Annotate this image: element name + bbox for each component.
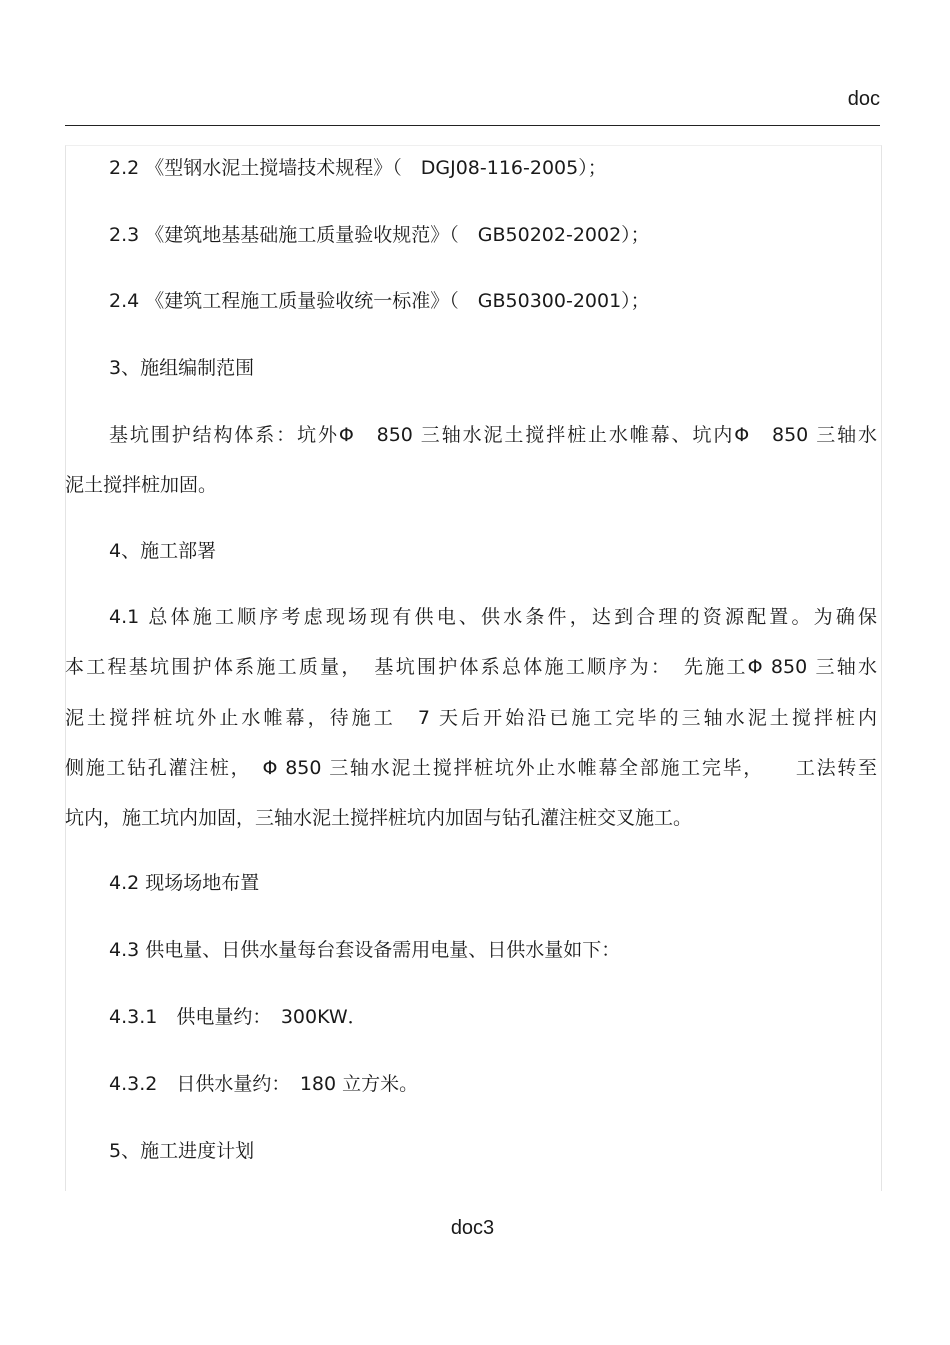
- section-heading-3: 3、施组编制范围: [109, 357, 255, 379]
- paragraph-line: 本工程基坑围护体系施工质量， 基坑围护体系总体施工顺序为： 先施工Φ 850 三轴水: [65, 656, 877, 678]
- paragraph-line: 坑内，施工坑内加固，三轴水泥土搅拌桩坑内加固与钻孔灌注桩交叉施工。: [65, 807, 693, 829]
- page-footer-label: doc3: [450, 1217, 495, 1239]
- paragraph-line: 4.1 总体施工顺序考虑现场现有供电、供水条件，达到合理的资源配置。为确保: [109, 606, 877, 628]
- page-header-label: doc: [847, 88, 880, 110]
- water-supply-item: 4.3.2 日供水量约： 180 立方米。: [109, 1073, 419, 1095]
- power-supply-item: 4.3.1 供电量约： 300KW．: [109, 1006, 367, 1028]
- reference-2-2: 2.2 《型钢水泥土搅墙技术规程》（ DGJ08-116-2005）；: [109, 157, 607, 179]
- subsection-heading-4-2: 4.2 现场场地布置: [109, 872, 260, 894]
- paragraph-line: 侧施工钻孔灌注桩， Φ 850 三轴水泥土搅拌桩坑外止水帷幕全部施工完毕， 工法转至: [65, 757, 877, 779]
- reference-2-4: 2.4 《建筑工程施工质量验收统一标准》（ GB50300-2001）；: [109, 290, 650, 312]
- subsection-heading-4-3: 4.3 供电量、日供水量每台套设备需用电量、日供水量如下：: [109, 939, 621, 961]
- reference-2-3: 2.3 《建筑地基基础施工质量验收规范》（ GB50202-2002）；: [109, 224, 650, 246]
- paragraph-line: 泥土搅拌桩加固。: [65, 474, 218, 496]
- paragraph-line: 基坑围护结构体系：坑外Φ 850 三轴水泥土搅拌桩止水帷幕、坑内Φ 850 三轴水: [109, 424, 877, 446]
- section-heading-5: 5、施工进度计划: [109, 1140, 255, 1162]
- section-heading-4: 4、施工部署: [109, 540, 217, 562]
- header-divider: [65, 125, 880, 126]
- paragraph-line: 泥土搅拌桩坑外止水帷幕，待施工 7 天后开始沿已施工完毕的三轴水泥土搅拌桩内: [65, 707, 877, 729]
